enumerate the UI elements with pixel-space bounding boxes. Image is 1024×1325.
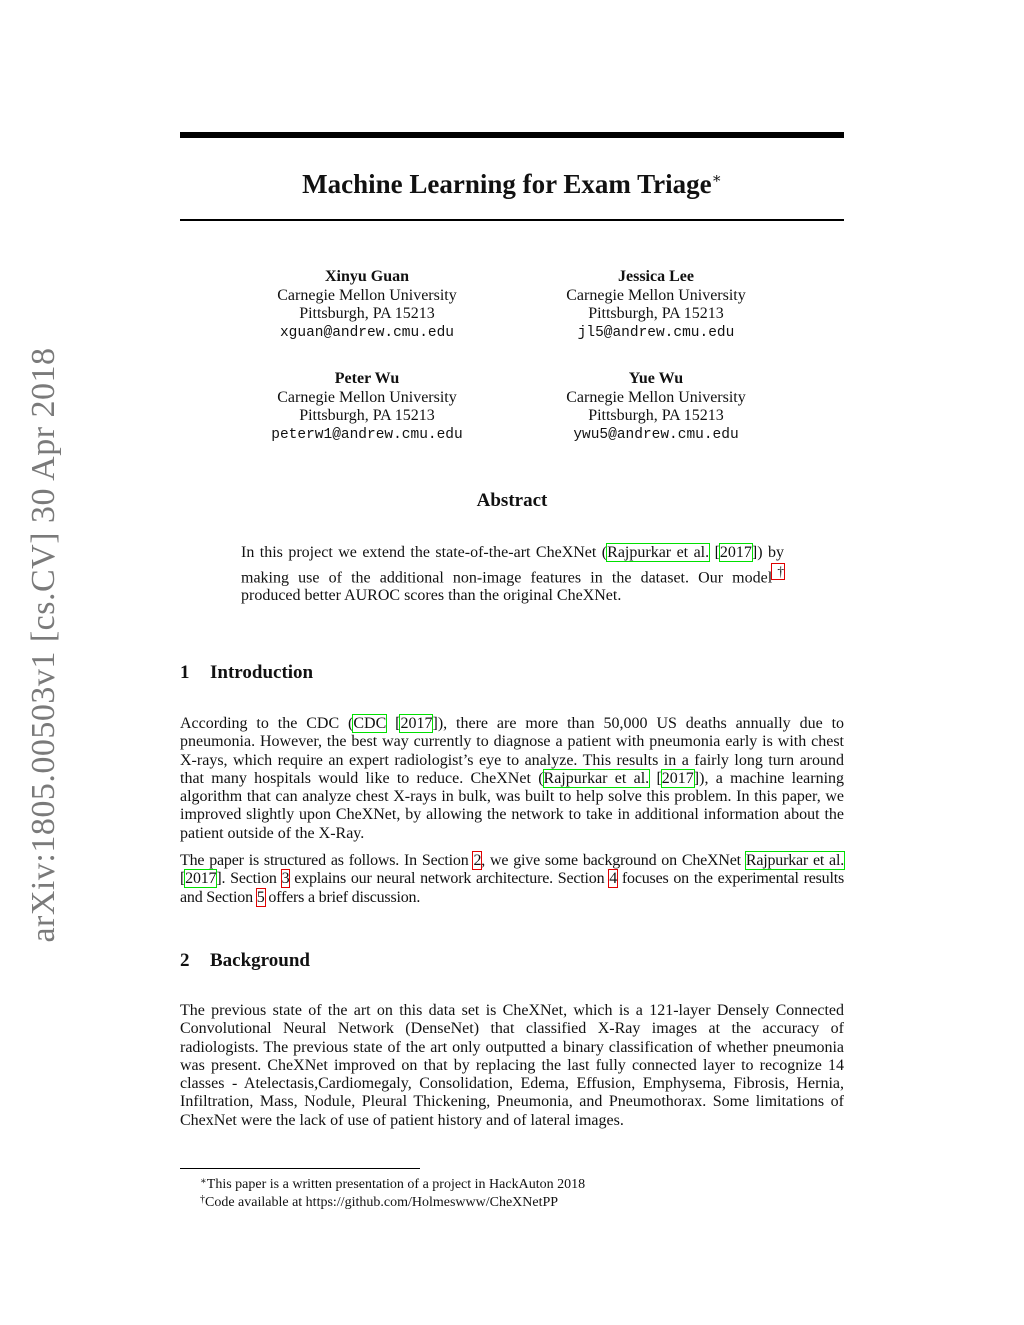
title-footnote-mark[interactable]: ∗ [711,171,722,187]
citation-year-link[interactable]: 2017 [185,870,217,888]
author-block [516,370,796,444]
author-email[interactable]: xguan@andrew.cmu.edu [279,324,455,341]
author-address: Pittsburgh, PA 15213 [588,407,724,424]
author-address: Pittsburgh, PA 15213 [299,305,435,322]
footnote-rule [180,1168,420,1169]
citation-link[interactable]: Rajpurkar et al. [607,544,710,561]
author-name: Xinyu Guan [324,268,410,285]
title-text: Machine Learning for Exam Triage [302,169,712,199]
para-text: [ [180,870,186,888]
para-text: The paper is structured as follows. In Section [180,852,474,869]
footnote-mark: † [200,1194,205,1205]
citation-year-link[interactable]: 2017 [400,715,433,732]
para-text: , we give some background on CheXNet [481,852,746,869]
author-email[interactable]: ywu5@andrew.cmu.edu [573,426,739,443]
author-name: Peter Wu [334,370,400,387]
citation-link[interactable]: Rajpurkar et al. [543,769,650,787]
title-rule-bottom [180,219,844,221]
para-text: According to the CDC ( [180,715,354,732]
para-text: ]), a machine learning algorithm that can analyze chest X-rays in bulk, was built to help solve this problem. In this paper, we improved slightly upon CheXNet, by allowing the network to take in additional information about the patient outside of the X-Ray. [180,769,845,842]
intro-paragraph-1 [180,715,844,843]
para-text: [ [649,769,662,787]
section-title: Background [210,950,310,971]
author-affiliation: Carnegie Mellon University [277,388,457,406]
section-heading-introduction [180,662,313,684]
citation-year-link[interactable]: 2017 [661,769,694,787]
section-ref-link[interactable]: 4 [609,870,618,888]
abstract-body [241,544,784,606]
citation-year-link[interactable]: 2017 [719,544,752,561]
author-name: Jessica Lee [618,268,694,285]
abstract-text: produced better AUROC scores than the original CheXNet. [241,587,622,605]
footnote-link[interactable]: † [772,563,784,579]
footnote-text: Code available at https://github.com/Holmeswww/CheXNetPP [205,1195,559,1210]
footnote [200,1191,558,1211]
author-affiliation: Carnegie Mellon University [566,388,746,406]
author-email[interactable]: peterw1@andrew.cmu.edu [271,426,463,443]
background-paragraph: The previous state of the art on this data set is CheXNet, which is a 121-layer Densely Connected Convolutional Neural Network (DenseNet) that classified X-Ray images at the accuracy of radiologists. The previous state of the art only outputted a binary classification of whether pneumonia was present. CheXNet improved on that by replacing the last fully connected layer to recognize 14 classes - Atelectasis,Cardiomegaly, Consolidation, Edema, Effusion, Emphysema, Fibrosis, Hernia, Infiltration, Mass, Nodule, Pleural Thickening, Pneumonia, and Pneumothorax. Some limitations of ChexNet were the lack of use of patient history and of lateral images. [180,1002,844,1129]
para-text: ]. Section [216,870,282,888]
para-text: explains our neural network architecture. Section [289,870,610,888]
para-text: offers a brief discussion. [264,888,421,906]
section-ref-link[interactable]: 3 [281,870,290,888]
abstract-text: [ [709,544,720,561]
author-block [516,268,796,342]
abstract-text: ]) by making use of the additional non-image features in the dataset. Our model [241,544,785,586]
author-name: Yue Wu [628,370,684,387]
intro-paragraph-2 [180,852,844,907]
section-heading-background [180,950,310,972]
author-affiliation: Carnegie Mellon University [566,286,746,304]
author-block [227,370,507,444]
abstract-text: In this project we extend the state-of-the-art CheXNet ( [241,544,608,561]
para-text: [ [386,715,401,732]
arxiv-stamp: arXiv:1805.00503v1 [cs.CV] 30 Apr 2018 [25,347,62,943]
citation-link[interactable]: CDC [353,715,387,732]
title-rule-top [180,132,844,138]
footnote-text: This paper is a written presentation of a project in HackAuton 2018 [206,1177,586,1192]
footnote [200,1173,585,1193]
footnote-mark: ∗ [200,1176,207,1187]
paper-title [180,160,844,203]
section-number: 2 [180,950,190,971]
section-number: 1 [180,662,190,683]
author-email[interactable]: jl5@andrew.cmu.edu [577,324,735,341]
section-title: Introduction [210,662,314,683]
author-block [227,268,507,342]
abstract-heading: Abstract [476,490,548,511]
author-address: Pittsburgh, PA 15213 [588,305,724,322]
section-ref-link[interactable]: 5 [256,888,265,906]
citation-link[interactable]: Rajpurkar et al. [745,852,845,869]
para-text: ]), there are more than 50,000 US deaths annually due to pneumonia. However, the best way currently to diagnose a patient with pneumonia early is with chest X-rays, which require an expert radiologist’s eye to analyze. This results in a fairly long turn around that many hospitals would like to reduce. CheXNet ( [180,715,845,787]
author-address: Pittsburgh, PA 15213 [299,407,435,424]
para-text: focuses on the experimental results and Section [180,870,844,906]
author-affiliation: Carnegie Mellon University [277,286,457,304]
section-ref-link[interactable]: 2 [473,852,482,869]
